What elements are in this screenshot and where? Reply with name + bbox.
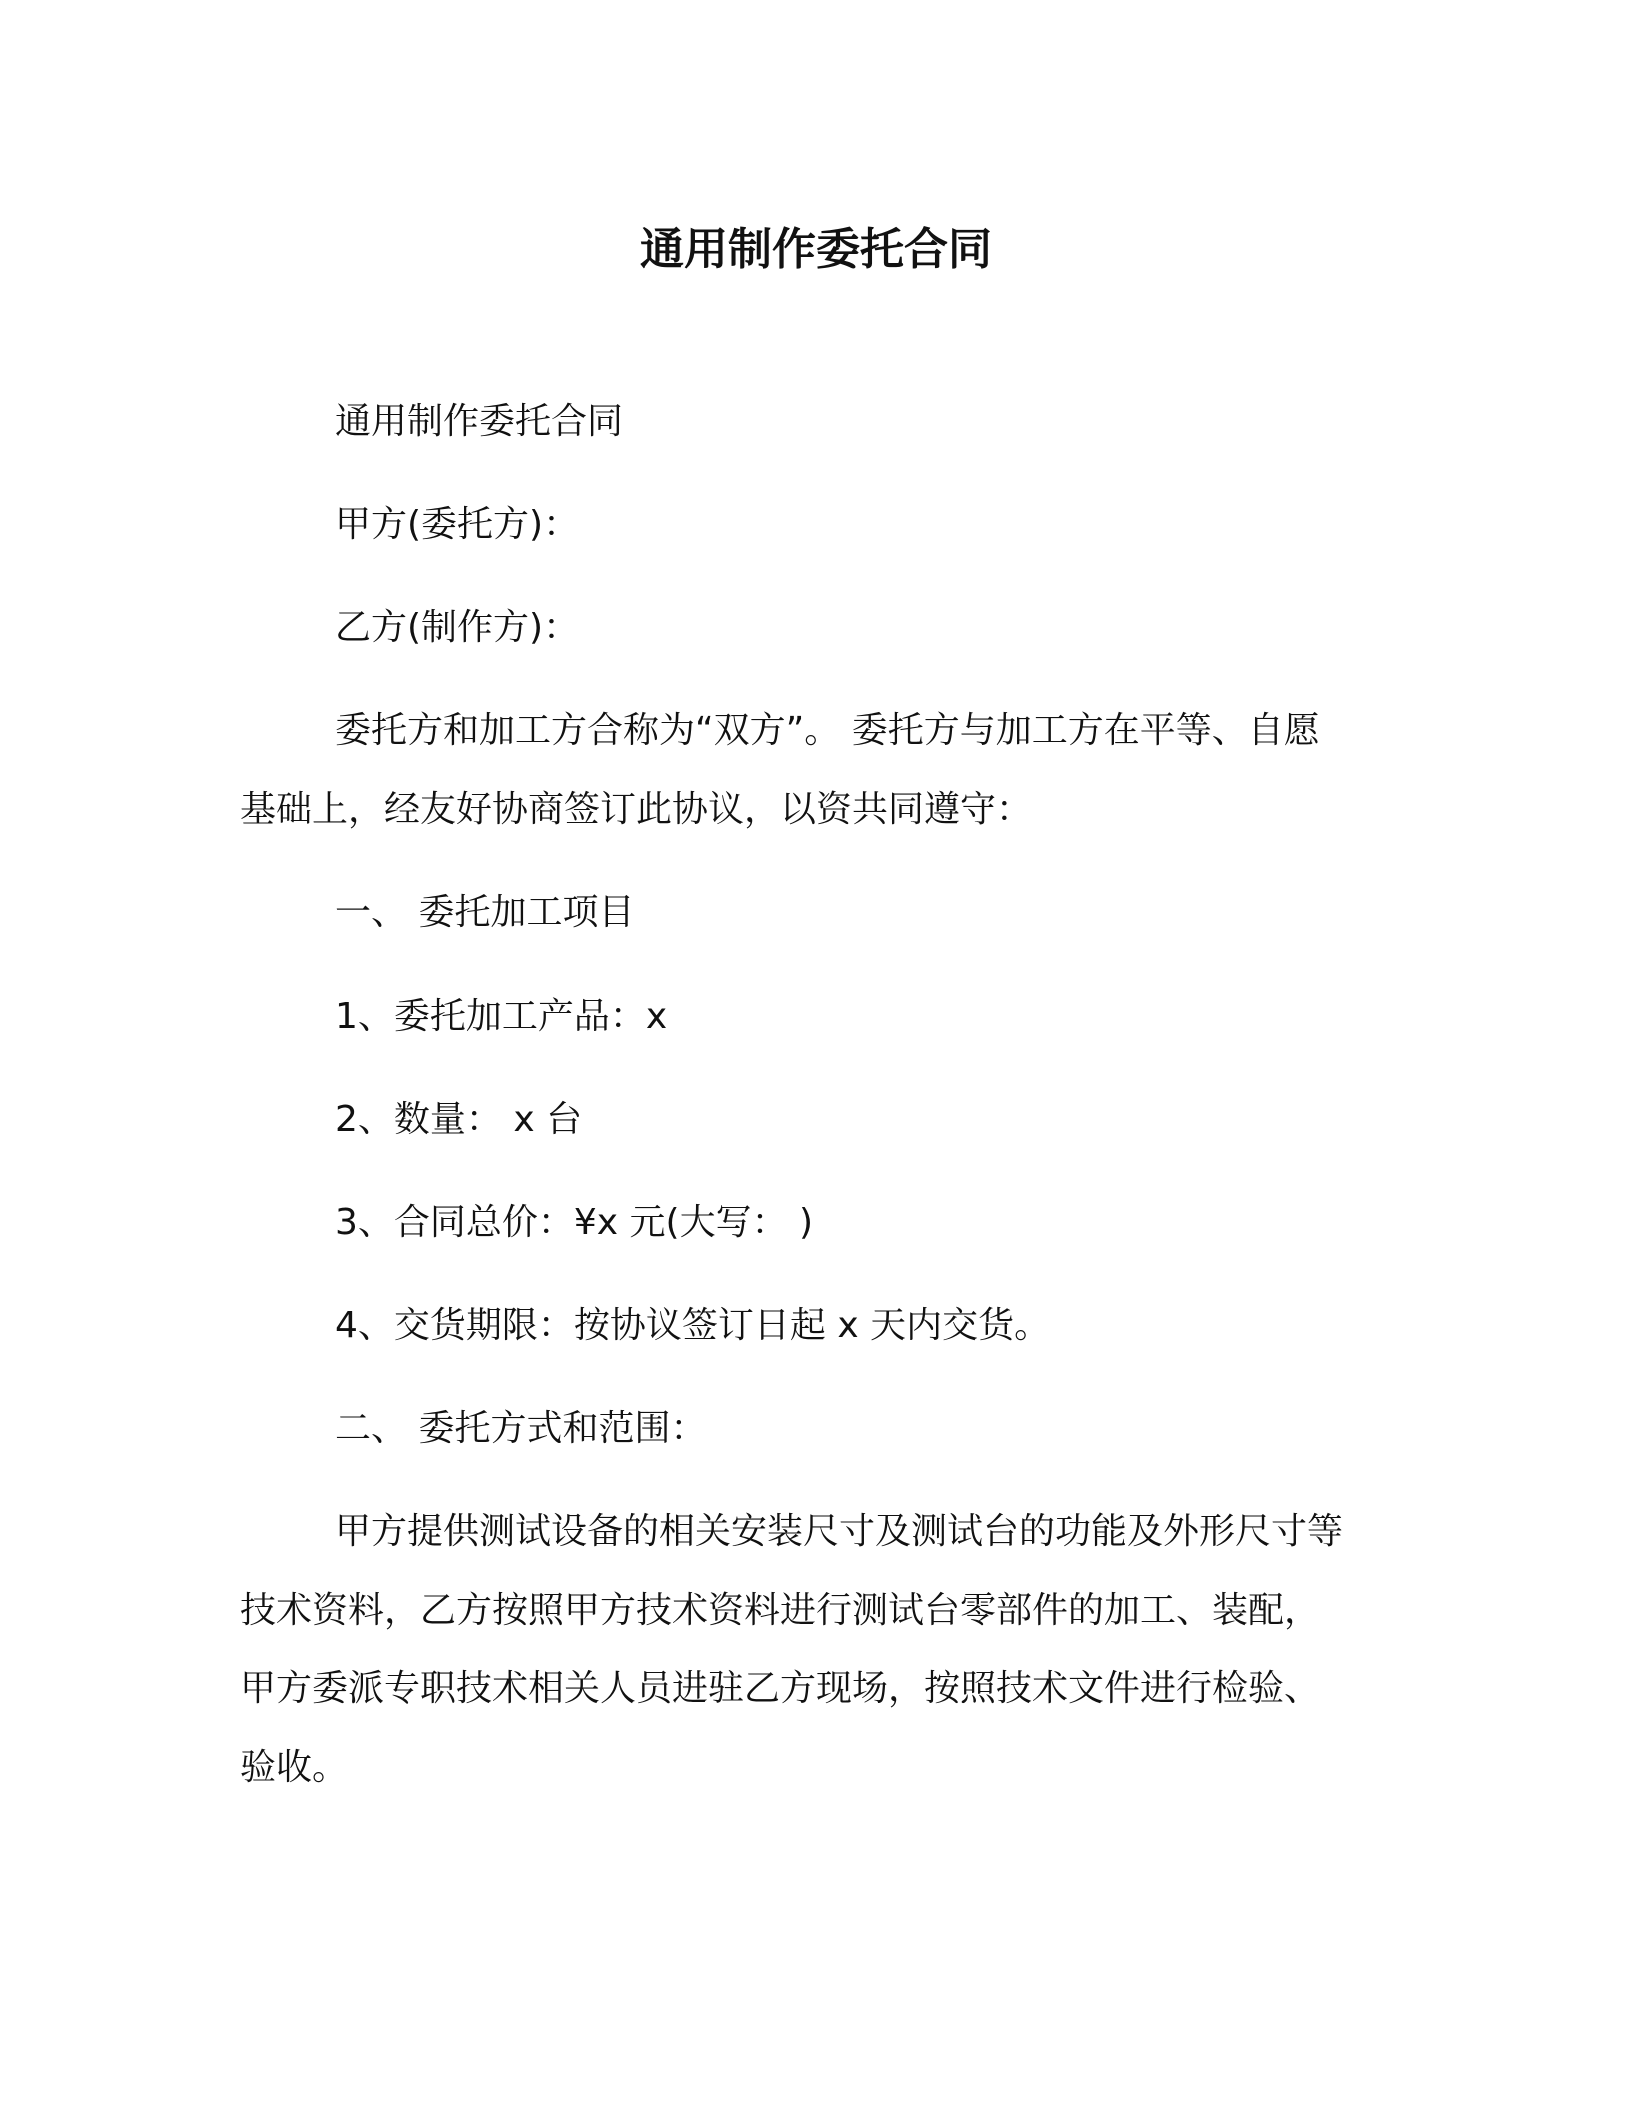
party-a-line: 甲方(委托方)： [335, 504, 580, 545]
section-2-body-line: 技术资料，乙方按照甲方技术资料进行测试台零部件的加工、装配， [240, 1590, 1321, 1631]
section-1-item: 3、合同总价：¥x 元(大写： ) [335, 1202, 814, 1243]
intro-paragraph-line-2: 基础上，经友好协商签订此协议，以资共同遵守： [240, 789, 1033, 830]
contract-name-line: 通用制作委托合同 [335, 401, 624, 442]
section-2-body-line: 甲方提供测试设备的相关安装尺寸及测试台的功能及外形尺寸等 [335, 1511, 1344, 1552]
party-b-line: 乙方(制作方)： [335, 607, 580, 648]
section-1-item: 1、委托加工产品：x [335, 996, 668, 1037]
section-2-body-line: 甲方委派专职技术相关人员进驻乙方现场，按照技术文件进行检验、 [240, 1668, 1321, 1709]
section-1-item: 2、数量： x 台 [335, 1099, 583, 1140]
section-2-heading: 二、 委托方式和范围： [335, 1408, 707, 1449]
document-title: 通用制作委托合同 [640, 224, 992, 275]
section-2-body-line: 验收。 [240, 1747, 349, 1788]
section-1-heading: 一、 委托加工项目 [335, 892, 635, 933]
section-1-item: 4、交货期限：按协议签订日起 x 天内交货。 [335, 1305, 1051, 1346]
intro-paragraph-line-1: 委托方和加工方合称为“双方”。 委托方与加工方在平等、自愿 [335, 710, 1320, 751]
